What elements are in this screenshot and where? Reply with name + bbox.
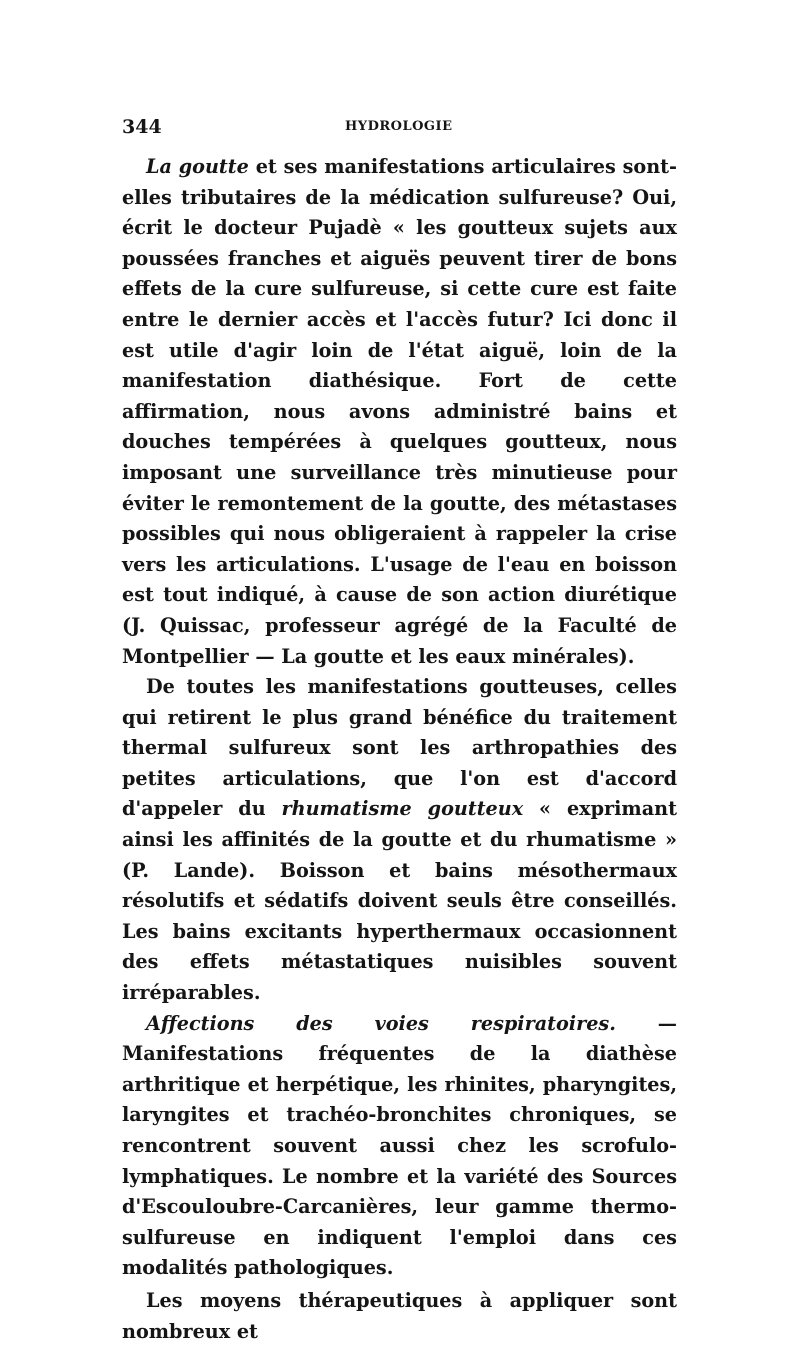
paragraph-italic-term: rhumatisme goutteux: [281, 797, 524, 821]
page-number: 344: [122, 116, 162, 138]
body-text: [122, 152, 677, 1347]
running-title: HYDROLOGIE: [345, 119, 453, 134]
paragraph-moyens: [122, 1286, 677, 1347]
paragraph-text: De toutes les manifestations goutteuses, celles qui retirent le plus grand bénéfice du traitement thermal sulfureux sont les arthropathies des petites articulations, que l'on est d'accord d'appeler du: [122, 675, 677, 821]
paragraph-text: et ses manifestations articulaires sont-elles tributaires de la médication sulfureuse? Oui, écrit le docteur Pujadè « les goutteux sujets aux poussées franches et aiguës peuvent tirer de bons effets de la cure sulfureuse, si cette cure est faite entre le dernier accès et l'accès futur? Ici donc il est utile d'agir loin de l'état aiguë, loin de la manifestation diathésique. Fort de cette affirmation, nous avons administré bains et douches tempérées à quelques goutteux, nous imposant une surveillance très minutieuse pour éviter le remontement de la goutte, des métastases possibles qui nous obligeraient à rappeler la crise vers les articulations. L'usage de l'eau en boisson est tout indiqué, à cause de son action diurétique (J. Quissac, professeur agrégé de la Faculté de Montpellier — La goutte et les eaux minérales).: [122, 155, 677, 668]
paragraph-manifestations: [122, 672, 677, 1009]
paragraph-goutte: [122, 152, 677, 672]
paragraph-text: « exprimant ainsi les affinités de la goutte et du rhumatisme » (P. Lande). Boisson et bains mésothermaux résolutifs et sédatifs doivent seuls être conseillés. Les bains excitants hyperthermaux occasionnent des effets métastatiques nuisibles souvent irréparables.: [122, 797, 677, 1005]
paragraph-text: Les moyens thérapeutiques à appliquer sont nombreux et: [122, 1288, 677, 1343]
paragraph-voies-respiratoires: [122, 1009, 677, 1284]
section-heading-italic: Affections des voies respiratoires.: [146, 1011, 616, 1035]
paragraph-text: — Manifestations fréquentes de la diathèse arthritique et herpétique, les rhinites, pharyngites, laryngites et trachéo-bronchites chroniques, se rencontrent souvent aussi chez les scrofulo-lymphatiques. Le nombre et la variété des Sources d'Escouloubre-Carcanières, leur gamme thermo-sulfureuse en indiquent l'emploi dans ces modalités pathologiques.: [122, 1011, 677, 1280]
paragraph-lead-italic: La goutte: [146, 155, 249, 178]
running-header: [122, 116, 677, 140]
